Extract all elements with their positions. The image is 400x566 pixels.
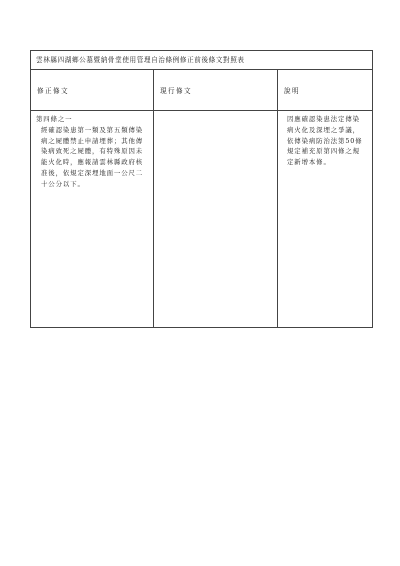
header-current-cell <box>154 70 278 111</box>
header-explanation: 說明 <box>284 87 300 95</box>
header-explanation-cell <box>278 70 373 111</box>
header-amended-cell <box>31 70 154 111</box>
explanation-text-cell <box>278 111 373 328</box>
explanation-line: 病火化及深埋之爭議， <box>287 125 360 134</box>
title-cell <box>31 51 373 70</box>
explanation-line: 規定補充原第四條之規 <box>287 147 360 156</box>
explanation-text <box>278 111 372 168</box>
explanation-line: 依傳染病防治法第50條 <box>287 136 363 145</box>
amended-line: 經確認染患第一類及第五類傳染 <box>41 125 144 134</box>
amended-line: 十公分以下。 <box>41 179 85 188</box>
explanation-line: 定新增本條。 <box>287 158 331 167</box>
current-text-cell <box>154 111 278 328</box>
amended-line: 染病致死之屍體，有特殊原因未 <box>41 147 144 156</box>
header-amended: 修正條文 <box>37 87 69 95</box>
amended-line: 准後，依規定深埋地面一公尺二 <box>41 168 144 177</box>
comparison-table <box>30 50 373 328</box>
document-title: 雲林縣四湖鄉公墓暨納骨堂使用管理自治條例修正前後條文對照表 <box>36 56 245 64</box>
amended-line: 能火化時，應報請雲林縣政府核 <box>41 158 144 167</box>
amended-line: 第四條之一 <box>36 115 73 123</box>
explanation-line: 因應確認染患法定傳染 <box>287 115 360 123</box>
amended-line: 病之屍體禁止申請埋葬；其他傳 <box>41 136 144 145</box>
amended-text <box>31 111 153 190</box>
amended-text-cell <box>31 111 154 328</box>
header-current: 現行條文 <box>160 87 192 95</box>
